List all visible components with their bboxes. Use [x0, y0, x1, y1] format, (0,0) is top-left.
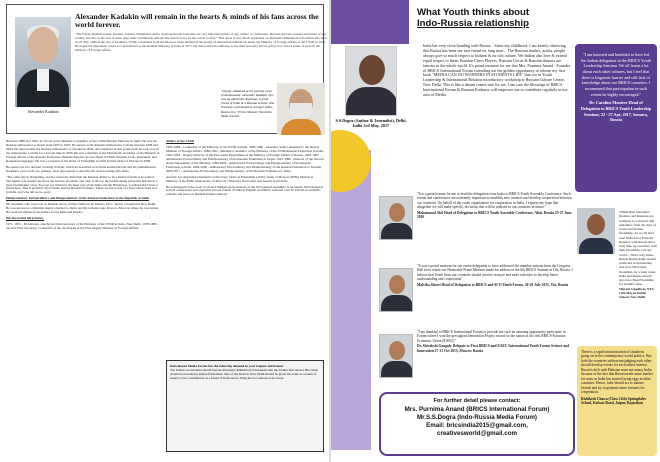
student-signature: Vikrant Upadhyay NYS 12th Mayur Public School, New Delhi: [619, 286, 654, 299]
left-column: [6, 140, 160, 233]
paragraph: "The other day in Darjeeling, an idea struck my mind that the Russian ability to be a friend of India is so natural. The higher you ascend, the more the horizon broadens, and only at the top the breath-taking panorama unfolds in a most breathtaking view. You can say whatever the heart says about India and the Himalayas. I realised that I have a friend here. That is probably my formula and the Russian formula." These are the words of a man whose heart was in India, and who left us too early.: [6, 174, 158, 195]
testimonial-signature: Mohammad Akil Head of Delegation to BRICS Youth Assembly Conference, Altai, Russia 23-27 June 2016: [417, 210, 572, 219]
purple-corner-decoration: [331, 0, 409, 44]
kadakin-portrait: [15, 17, 71, 107]
student-photo: [577, 208, 615, 254]
author-caption: S.S.Dogra (Author & Journalist), Delhi, India 3rd May, 2017: [335, 118, 407, 129]
article-headline: Alexander Kadakin will remain in the hearts & minds of his fans across the world forever.: [75, 12, 319, 30]
modi-portrait: [277, 83, 325, 135]
testimonial-photo: [379, 268, 413, 312]
contact-email[interactable]: Email: bricsindia2015@gmail.com,: [426, 421, 528, 429]
testimonial: "I am thankful to BRICS International Forum to provide me such an amazing opportunity participate in Forum where I won the prestigious Innovation Project award for the nation at the first BRICS-Eurasian Economic Union (EAEU)" Dr. Shivakshi Ganguly Delegate to First BRICS and EAEU International Youth Forum Science and Innovation 27-31 Oct 2015, Moscow Russia: [417, 330, 573, 353]
section-heading: Plenipotentiary Extraordinary and Plenipotentiary of the Russian Federation to the Republic of India: [6, 196, 150, 201]
paragraph: He spent over two decades working in India, which he described as both his karma-bhoomi and his janmabhoomi. Kadakin's own words are, perhaps, most appropriate to describe his close bonding with India.: [6, 164, 157, 173]
quote-signature: Dr. Caroline Monteer Head of Delegation to BRICS Youth Leadership Seminar, 22 - 27 Apr, 2017, Samara, Russia: [580, 100, 652, 123]
student-opinion-card: There is a rapid transformation of situations going on in the contemporary world politics. But, both the countries without misjudging each other should develop events for each others interest. Russia's drift with Pakistan must not annoy India because of the fact that Russia needs more market for arms as India has started laying eggs in other countries. Hence, both should act as mature friends and try to generate more avenues for cooperation. Rishikesh Chawa (Class 12th) Springdales School, Kalwar Road, Jaipur, Rajasthan: [577, 346, 657, 456]
section-heading: Affairs of the USSR: [166, 139, 194, 143]
delegation-quote-card: "I am honored and humbled to have led the Indian delegation in the BRICS Youth Leadership Seminar. We all learnt a lot about each other cultures, but I feel that there is linguistic barrier and still lack of knowledge about our BRICS countries. I recommend that participation in such events be highly encouraged." Dr. Caroline Monteer Head of Delegation to BRICS Youth Leadership Seminar, 22 - 27 Apr, 2017, Samara, Russia: [575, 44, 657, 192]
testimonial: "It is a great honour for me to head the delegation from India to BRICS Youth Assembly Conference. Such events and conferences are extremely important to establish new contacts and develop cooperation between our countries. On behalf of the youth organization for cooperation in India, I express my hope that altogether we will make specific decisions that will be realized in our countries in future." Mohammad Akil Head of Delegation to BRICS Youth Assembly Conference, Altai, Russia 23-27 June 2016: [417, 192, 572, 219]
right-column: [166, 140, 324, 199]
author-portrait: [345, 46, 397, 116]
intro-text: "The Patriot (Indian) leader, Teacher, Scholar, Filmmaker, Artist, Sportsperson & Journalist are very important pillars of any culture or civilisation. Because the past, present and future of any country revolve on the axis of these only, their contribution remains the asset forever for the whole society." This quote is very much applicable on Alexander Mikhailovich Kadakin who born on 22 July, 1949 in the city of Kishinev, USSR. Graduated from the Moscow State Institute (University) of International Relations under the Ministry of Foreign Affairs of the USSR in 1972. He began his diplomatic career as a probationer at the Russian Embassy in India in 1971. He then joined the embassy as the third secretary before going on to hold a series of posts in the Ministry of Foreign Affairs.: [75, 32, 327, 52]
portrait-caption: Alexander Kadakin: [27, 109, 59, 114]
contact-email-2[interactable]: creativesworld@gmail.com: [437, 429, 517, 437]
forum-demand-box: [166, 360, 324, 452]
testimonial-signature: Dr. Shivakshi Ganguly Delegate to First BRICS and EAEU International Youth Forum Science and Innovation 27-31 Oct 2015, Moscow Russia: [417, 344, 570, 353]
left-page: [0, 0, 329, 462]
student-quote: "Hindi Rusi bhai-bhai" (Indians and Russians are brothers) is a slogan I still remember from the days of Soviet and Indian friendship. As we all have seen India had a Friendly Relation with Russia since long time ago and they with their friendship over the world... That's why India-Russia Relationship should promoted as Partnership and Govt Have their friendship for wrong cause India and Russia should also have Best Friendship for GOOD cause. Vikrant Upadhyay NYS 12th Mayur Public School, New Delhi: [619, 210, 657, 299]
testimonial-signature: Malvika Shoeri Head of Delegation to BRICS and SCO Youth Forum, 26-28 July 2015, Ufa, Russia: [417, 282, 569, 287]
section-heading: His Successful life journey:: [6, 216, 45, 221]
lilac-side-band: [331, 150, 371, 450]
paragraph: Between 1989 and 1992, he served as the Minister-Counsellor of the USSR/Russian Embassy in India. He was the Russian ambassador to Nepal from 1993 to 1997. He served as the Russian Ambassador to India between 1999 and 2004. He then became the Russian ambassador to Sweden in 2004, and remained in that position till he took over as the Ambassador to India for a second time in 2009. He was a member of the Diplomatic Academy of the Ministry of Foreign Affairs of the Russian Federation. Besides Russian, he was fluent in Hindi, English, Urdu, Romanian, and Romanian languages. He was a recipient of the Order of Friendship in 2016 and the Order of Honour in 2009.: [6, 139, 160, 163]
author-statement: India has very close bonding with Russia... Since my childhood, I am keenly observing that Russia has been our true friend for long time... The Russian leaders, artists, people always give so much respect to Indians & its rich culture. We Indian also love & extend equal respect to them. Russian Chess Players, Russian Circus & Russian dancers are famous in the whole world. It's proud moment for me that Mrs. Purnima Anand - Founder of BRICS International Forum extending me the golden opportunity to release my first book "MEDIA CAN DO WONDERS IN STUDENTS LIFE" that too in Youth Leadership & International Relation introductory workshop at Russian Culture Centre, New Delhi. This is like a dream comes true for me. I am sure the blessings of BRICS International Forum & Russian Embassy will empower me to contribute regularly in my area of Media.: [423, 43, 571, 98]
pm-quote: "Deeply saddened at the passing away of Ambassador Alexander Kadakin who was an admirable diplomat, a great friend of India & a Russian scholar who tirelessly contributed to stronger India-Russia ties," Prime Minister Narendra Modi tweeted.: [221, 89, 275, 118]
paragraph: Awards: Accompanied Chairman's Collections; Order of Friendship (2016); Order of Honour (2009); Medals in Memory of the 850th Anniversary of Moscow; Honorary Doctorates and Awards from India.: [166, 174, 314, 183]
demand-items: The Indian Government should honour Alexander Mikhailovich Kadakin with the Padma Shri Award. His statue should be installed in Indian Parliament. One of the Road in New Delhi should be given his name as a token of respect to his contribution as a friend of India and to bring the two nations even closer.: [170, 368, 319, 381]
testimonial: "It was a proud moment for our entire delegation to have addressed the member nations from the Congress Hall from where our Honorable Prime Minister made his address in the 6th BRICS Summit at Ufa, Russia. I believe that Youth from our countries should involve in more and more activities to develop better understanding and cooperation" Malvika Shoeri Head of Delegation to BRICS and SCO Youth Forum, 26-28 July 2015, Ufa, Russia: [417, 264, 573, 287]
opinion-signature: Rishikesh Chawa (Class 12th) Springdales School, Kalwar Road, Jaipur, Rajasthan: [581, 396, 646, 406]
paragraph: Mr. Kadakin, who took over as Russian envoy in New Delhi on 26 January 2017, died in a hospital in New Delhi. He was known as a diplomat deeply attached to India, and his remains were flown to Moscow where he was buried. He received tributes from leaders across India and Russia.: [6, 202, 159, 215]
testimonial-photo: [379, 334, 413, 378]
kadakin-header-box: [6, 4, 327, 134]
paragraph: 1971, 1972 - Probationer, attaché and third secretary of the Embassy of the USSR in India, New Delhi. 1978-1983 - Second, First Secretary, Counsellor of the Secretariat of the First Deputy Minister of Foreign Affairs.: [6, 222, 159, 231]
right-page: [331, 0, 660, 462]
page-title: What Youth thinks about Indo-Russia relationship: [417, 7, 530, 29]
demand-title: Indo-Russia Media Forum has the following demand in your request and honour: [170, 364, 284, 368]
paragraph: 1983-1986 - Counsellor of the Embassy of the USSR in India. 1986-1989 - Assistant, Senior Assistant to the Deputy Minister of Foreign Affairs. 1989-1992 - Minister-Counsellor of the Embassy of the USSR/Russian Federation in India. 1992-1993 - Deputy Director of the First Asian Department of the Ministry of Foreign Affairs of Russia. 1993-1997 - Ambassador Extraordinary and Plenipotentiary of the Russian Federation to Nepal. 1997-1999 - Director of the Second Asian Department of the Ministry. 1999-2004 - Ambassador Extraordinary and Plenipotentiary of the Russian Federation to India. 2004-2009 - Ambassador Extraordinary and Plenipotentiary of the Russian Federation to Sweden. 2009-2017 - Ambassador Extraordinary and Plenipotentiary of the Russian Federation to India.: [166, 144, 324, 173]
testimonial-photo: [379, 196, 413, 240]
contact-box: For further detail please contact: Mrs. Purnima Anand (BRICS International Forum) Mr.S.S.Dogra (Indo-Russia Media Forum) Email: bricsindia2015@gmail.com, creativesworld@gmail.com: [379, 392, 575, 456]
paragraph: He participated in the work of several delegations in sessions of the UN General Assembly as an expert. Participated in several conferences and organised several rounds of talks in English and Hindi; authored over 50 articles in scientific journals and press on Russian-Indian relations.: [166, 184, 324, 197]
